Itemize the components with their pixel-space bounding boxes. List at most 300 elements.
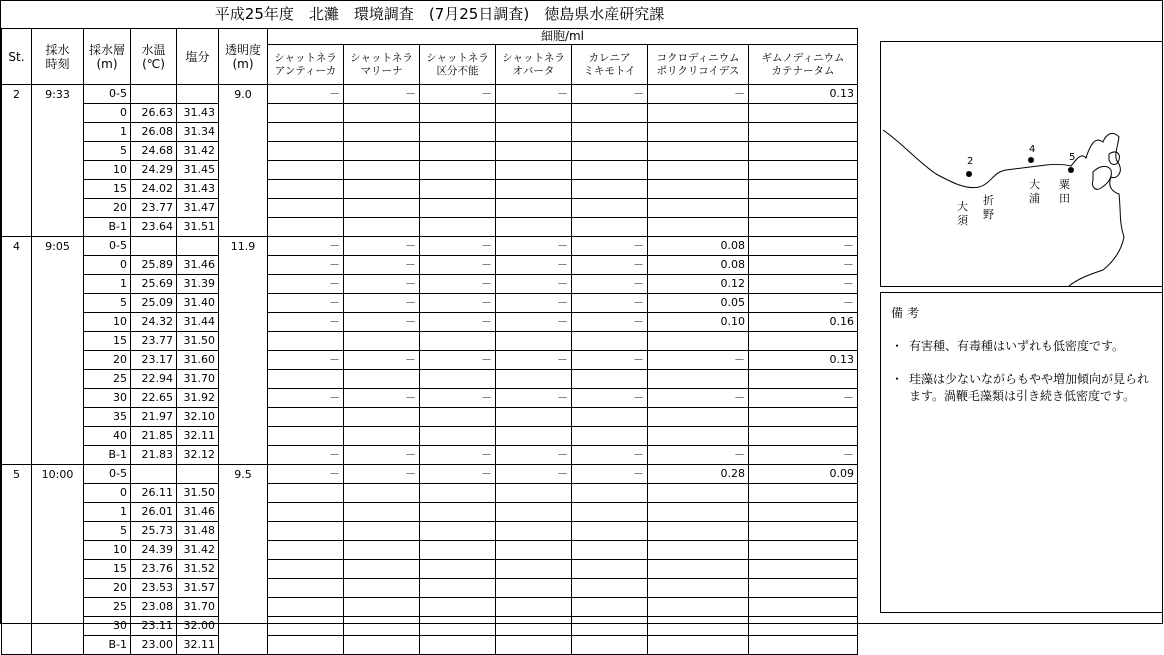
species-count-cell	[749, 408, 858, 427]
species-count-cell	[749, 218, 858, 237]
sampling-time: 9:33	[32, 85, 84, 237]
species-count-cell	[496, 617, 572, 636]
table-row	[2, 256, 858, 275]
table-row	[2, 370, 858, 389]
depth-cell: B-1	[84, 446, 131, 465]
header-species-3: シャットネラ オバータ	[496, 45, 572, 85]
species-count-cell	[572, 427, 648, 446]
species-count-cell	[420, 617, 496, 636]
salinity-cell: 32.00	[177, 617, 219, 636]
temperature-cell: 23.64	[131, 218, 177, 237]
salinity-cell	[177, 465, 219, 484]
salinity-cell: 31.70	[177, 598, 219, 617]
species-count-cell	[344, 617, 420, 636]
species-count-cell	[572, 161, 648, 180]
remarks-heading: 備考	[891, 306, 924, 320]
species-count-cell	[344, 541, 420, 560]
species-count-cell: －	[749, 256, 858, 275]
species-count-cell	[648, 370, 749, 389]
species-count-cell	[344, 218, 420, 237]
species-count-cell: －	[344, 85, 420, 104]
temperature-cell	[131, 237, 177, 256]
remark-text: 珪藻は少ないながらもやや増加傾向が見られます。渦鞭毛藻類は引き続き低密度です。	[909, 372, 1150, 403]
species-count-cell: －	[344, 256, 420, 275]
temperature-cell: 21.97	[131, 408, 177, 427]
temperature-cell: 23.76	[131, 560, 177, 579]
header-temperature: 水温 (℃)	[131, 29, 177, 85]
table-row	[2, 636, 858, 655]
temperature-cell: 24.68	[131, 142, 177, 161]
table-row	[2, 427, 858, 446]
species-count-cell: －	[420, 294, 496, 313]
depth-cell: 30	[84, 389, 131, 408]
species-count-cell	[420, 560, 496, 579]
species-count-cell: －	[648, 446, 749, 465]
species-count-cell	[648, 560, 749, 579]
temperature-cell: 25.89	[131, 256, 177, 275]
species-count-cell	[572, 522, 648, 541]
salinity-cell: 31.46	[177, 256, 219, 275]
salinity-cell: 31.52	[177, 560, 219, 579]
depth-cell: 40	[84, 427, 131, 446]
table-row	[2, 446, 858, 465]
depth-cell: 35	[84, 408, 131, 427]
species-count-cell: 0.16	[749, 313, 858, 332]
species-count-cell	[749, 598, 858, 617]
species-count-cell: －	[496, 294, 572, 313]
temperature-cell: 23.77	[131, 332, 177, 351]
species-count-cell	[268, 123, 344, 142]
species-count-cell	[749, 427, 858, 446]
species-count-cell: －	[572, 351, 648, 370]
transparency-cell: 9.0	[219, 85, 268, 237]
species-count-cell	[268, 484, 344, 503]
species-count-cell	[420, 598, 496, 617]
header-species-2: シャットネラ 区分不能	[420, 45, 496, 85]
species-count-cell	[572, 408, 648, 427]
temperature-cell: 24.39	[131, 541, 177, 560]
species-count-cell	[420, 484, 496, 503]
species-count-cell: －	[749, 294, 858, 313]
species-count-cell	[648, 522, 749, 541]
species-count-cell	[648, 503, 749, 522]
coastline	[883, 130, 1124, 286]
species-count-cell	[496, 180, 572, 199]
species-count-cell	[420, 218, 496, 237]
species-count-cell	[268, 617, 344, 636]
station-map	[880, 41, 1163, 287]
species-count-cell: －	[344, 237, 420, 256]
temperature-cell: 24.02	[131, 180, 177, 199]
header-species-6: ギムノディニウム カテナータム	[749, 45, 858, 85]
species-count-cell: －	[496, 237, 572, 256]
species-count-cell	[420, 332, 496, 351]
species-count-cell: －	[268, 256, 344, 275]
species-count-cell: －	[572, 446, 648, 465]
survey-table	[1, 28, 858, 655]
depth-cell: B-1	[84, 636, 131, 655]
depth-cell: 20	[84, 579, 131, 598]
depth-cell: 5	[84, 522, 131, 541]
species-count-cell: －	[749, 237, 858, 256]
species-count-cell	[268, 104, 344, 123]
table-row	[2, 579, 858, 598]
sampling-time: 9:05	[32, 237, 84, 465]
species-count-cell	[572, 123, 648, 142]
salinity-cell: 31.43	[177, 180, 219, 199]
station-marker	[1068, 167, 1074, 173]
species-count-cell: －	[268, 389, 344, 408]
sampling-time: 10:00	[32, 465, 84, 655]
species-count-cell	[749, 636, 858, 655]
species-count-cell	[344, 199, 420, 218]
salinity-cell: 31.45	[177, 161, 219, 180]
species-count-cell: －	[648, 85, 749, 104]
species-count-cell	[344, 579, 420, 598]
salinity-cell: 32.11	[177, 427, 219, 446]
table-row	[2, 332, 858, 351]
species-count-cell: －	[344, 446, 420, 465]
species-count-cell	[268, 370, 344, 389]
species-count-cell: －	[420, 275, 496, 294]
temperature-cell: 21.83	[131, 446, 177, 465]
species-count-cell	[648, 636, 749, 655]
depth-cell: 30	[84, 617, 131, 636]
species-count-cell	[268, 522, 344, 541]
species-count-cell: －	[268, 275, 344, 294]
table-row	[2, 541, 858, 560]
depth-cell: B-1	[84, 218, 131, 237]
species-count-cell: －	[496, 389, 572, 408]
species-count-cell	[420, 636, 496, 655]
table-row	[2, 389, 858, 408]
species-count-cell: －	[344, 351, 420, 370]
species-count-cell	[648, 218, 749, 237]
station-number: 5	[2, 465, 32, 655]
depth-cell: 5	[84, 142, 131, 161]
species-count-cell	[344, 636, 420, 655]
temperature-cell: 26.63	[131, 104, 177, 123]
species-count-cell: －	[572, 256, 648, 275]
header-transparency: 透明度 (m)	[219, 29, 268, 85]
species-count-cell	[648, 579, 749, 598]
place-label: 折野	[983, 194, 994, 221]
table-row	[2, 180, 858, 199]
depth-cell: 0	[84, 256, 131, 275]
species-count-cell	[420, 104, 496, 123]
species-count-cell	[648, 199, 749, 218]
header-cells: 細胞/ml	[268, 29, 858, 45]
species-count-cell: －	[268, 351, 344, 370]
species-count-cell	[344, 104, 420, 123]
species-count-cell	[420, 522, 496, 541]
salinity-cell: 31.92	[177, 389, 219, 408]
depth-cell: 0-5	[84, 85, 131, 104]
species-count-cell: 0.08	[648, 256, 749, 275]
species-count-cell: －	[420, 237, 496, 256]
species-count-cell: －	[572, 465, 648, 484]
species-count-cell	[572, 332, 648, 351]
remarks-panel	[880, 292, 1163, 613]
species-count-cell	[648, 123, 749, 142]
temperature-cell: 26.08	[131, 123, 177, 142]
species-count-cell	[268, 199, 344, 218]
species-count-cell	[572, 104, 648, 123]
species-count-cell	[268, 598, 344, 617]
remark-text: 有害種、有毒種はいずれも低密度です。	[909, 339, 1125, 353]
species-count-cell	[420, 503, 496, 522]
species-count-cell	[496, 104, 572, 123]
temperature-cell: 23.11	[131, 617, 177, 636]
temperature-cell: 23.53	[131, 579, 177, 598]
depth-cell: 0	[84, 104, 131, 123]
species-count-cell	[496, 541, 572, 560]
species-count-cell	[344, 598, 420, 617]
depth-cell: 10	[84, 313, 131, 332]
species-count-cell	[268, 332, 344, 351]
species-count-cell	[648, 332, 749, 351]
species-count-cell: －	[344, 389, 420, 408]
table-row	[2, 123, 858, 142]
salinity-cell: 31.70	[177, 370, 219, 389]
temperature-cell: 26.01	[131, 503, 177, 522]
species-count-cell	[496, 408, 572, 427]
species-count-cell	[344, 522, 420, 541]
station-marker	[1028, 157, 1034, 163]
species-count-cell: 0.13	[749, 85, 858, 104]
species-count-cell	[496, 123, 572, 142]
species-count-cell: －	[420, 256, 496, 275]
species-count-cell	[268, 180, 344, 199]
species-count-cell	[420, 142, 496, 161]
species-count-cell: －	[572, 275, 648, 294]
species-count-cell: －	[268, 237, 344, 256]
species-count-cell	[749, 332, 858, 351]
species-count-cell	[344, 427, 420, 446]
salinity-cell: 31.57	[177, 579, 219, 598]
species-count-cell	[420, 408, 496, 427]
species-count-cell: －	[420, 465, 496, 484]
table-row	[2, 275, 858, 294]
bullet-icon: ・	[891, 372, 904, 386]
table-row	[2, 484, 858, 503]
table-row	[2, 408, 858, 427]
species-count-cell	[749, 199, 858, 218]
species-count-cell	[496, 598, 572, 617]
depth-cell: 25	[84, 370, 131, 389]
header-species-5: コクロディニウム ポリクリコイデス	[648, 45, 749, 85]
species-count-cell	[648, 408, 749, 427]
species-count-cell	[648, 104, 749, 123]
station-number: 4	[2, 237, 32, 465]
station-marker-label: 5	[1069, 152, 1076, 163]
salinity-cell	[177, 85, 219, 104]
species-count-cell	[648, 541, 749, 560]
species-count-cell	[749, 104, 858, 123]
temperature-cell: 23.17	[131, 351, 177, 370]
table-row	[2, 237, 858, 256]
species-count-cell	[344, 332, 420, 351]
table-row	[2, 104, 858, 123]
header-station: St.	[2, 29, 32, 85]
depth-cell: 20	[84, 351, 131, 370]
salinity-cell: 32.12	[177, 446, 219, 465]
table-row	[2, 351, 858, 370]
table-row	[2, 503, 858, 522]
salinity-cell: 31.48	[177, 522, 219, 541]
depth-cell: 10	[84, 541, 131, 560]
species-count-cell	[420, 541, 496, 560]
species-count-cell: －	[420, 351, 496, 370]
species-count-cell: 0.08	[648, 237, 749, 256]
species-count-cell	[344, 560, 420, 579]
species-count-cell	[496, 579, 572, 598]
species-count-cell	[749, 541, 858, 560]
species-count-cell: 0.10	[648, 313, 749, 332]
transparency-cell: 9.5	[219, 465, 268, 655]
species-count-cell: 0.05	[648, 294, 749, 313]
species-count-cell	[344, 408, 420, 427]
species-count-cell	[496, 522, 572, 541]
species-count-cell: －	[749, 446, 858, 465]
transparency-cell: 11.9	[219, 237, 268, 465]
species-count-cell	[572, 617, 648, 636]
species-count-cell	[648, 427, 749, 446]
species-count-cell	[496, 427, 572, 446]
place-label: 大浦	[1029, 178, 1040, 205]
species-count-cell: －	[572, 85, 648, 104]
depth-cell: 15	[84, 332, 131, 351]
species-count-cell: 0.12	[648, 275, 749, 294]
table-row	[2, 85, 858, 104]
salinity-cell	[177, 237, 219, 256]
species-count-cell: －	[420, 313, 496, 332]
species-count-cell: －	[648, 351, 749, 370]
species-count-cell: －	[496, 256, 572, 275]
table-row	[2, 465, 858, 484]
species-count-cell: －	[496, 275, 572, 294]
species-count-cell	[572, 142, 648, 161]
species-count-cell	[344, 370, 420, 389]
species-count-cell	[496, 636, 572, 655]
species-count-cell	[749, 484, 858, 503]
depth-cell: 0-5	[84, 465, 131, 484]
species-count-cell	[420, 180, 496, 199]
header-salinity: 塩分	[177, 29, 219, 85]
table-row	[2, 294, 858, 313]
remark-note	[891, 371, 1152, 405]
remark-note	[891, 338, 1152, 355]
species-count-cell: －	[496, 313, 572, 332]
table-row	[2, 313, 858, 332]
salinity-cell: 31.50	[177, 484, 219, 503]
species-count-cell	[268, 636, 344, 655]
species-count-cell: －	[496, 465, 572, 484]
species-count-cell: －	[420, 85, 496, 104]
header-species-0: シャットネラ アンティーカ	[268, 45, 344, 85]
place-label: 大須	[957, 200, 968, 227]
temperature-cell: 22.65	[131, 389, 177, 408]
species-count-cell	[749, 142, 858, 161]
species-count-cell	[268, 560, 344, 579]
temperature-cell: 21.85	[131, 427, 177, 446]
table-row	[2, 522, 858, 541]
species-count-cell: －	[344, 313, 420, 332]
species-count-cell	[572, 541, 648, 560]
species-count-cell	[420, 161, 496, 180]
species-count-cell: －	[749, 389, 858, 408]
species-count-cell	[648, 598, 749, 617]
species-count-cell	[496, 560, 572, 579]
island-outline	[1109, 152, 1119, 165]
species-count-cell	[648, 617, 749, 636]
table-row	[2, 598, 858, 617]
species-count-cell	[344, 123, 420, 142]
temperature-cell: 26.11	[131, 484, 177, 503]
species-count-cell: －	[420, 389, 496, 408]
station-marker-label: 2	[967, 156, 974, 167]
table-row	[2, 161, 858, 180]
salinity-cell: 31.47	[177, 199, 219, 218]
species-count-cell: 0.09	[749, 465, 858, 484]
depth-cell: 20	[84, 199, 131, 218]
header-species-4: カレニア ミキモトイ	[572, 45, 648, 85]
salinity-cell: 31.44	[177, 313, 219, 332]
page-title: 平成25年度 北灘 環境調査 (7月25日調査) 徳島県水産研究課	[214, 5, 665, 23]
species-count-cell	[344, 180, 420, 199]
species-count-cell	[572, 636, 648, 655]
temperature-cell	[131, 465, 177, 484]
species-count-cell	[496, 218, 572, 237]
species-count-cell: －	[268, 313, 344, 332]
temperature-cell: 24.29	[131, 161, 177, 180]
table-row	[2, 199, 858, 218]
salinity-cell: 31.39	[177, 275, 219, 294]
salinity-cell: 31.50	[177, 332, 219, 351]
species-count-cell	[420, 579, 496, 598]
species-count-cell: －	[344, 294, 420, 313]
depth-cell: 0-5	[84, 237, 131, 256]
temperature-cell: 25.69	[131, 275, 177, 294]
species-count-cell	[420, 427, 496, 446]
table-row	[2, 142, 858, 161]
species-count-cell	[344, 484, 420, 503]
species-count-cell: －	[420, 446, 496, 465]
species-count-cell: －	[572, 313, 648, 332]
species-count-cell	[344, 161, 420, 180]
species-count-cell: 0.28	[648, 465, 749, 484]
species-count-cell	[749, 579, 858, 598]
species-count-cell	[344, 142, 420, 161]
species-count-cell	[268, 408, 344, 427]
species-count-cell	[749, 123, 858, 142]
place-label: 粟田	[1059, 178, 1070, 205]
species-count-cell	[268, 541, 344, 560]
temperature-cell: 22.94	[131, 370, 177, 389]
temperature-cell: 23.77	[131, 199, 177, 218]
salinity-cell: 31.42	[177, 142, 219, 161]
depth-cell: 5	[84, 294, 131, 313]
species-count-cell	[648, 484, 749, 503]
temperature-cell: 25.73	[131, 522, 177, 541]
species-count-cell: －	[572, 237, 648, 256]
species-count-cell	[572, 560, 648, 579]
inner-coast	[1092, 166, 1111, 189]
station-marker-label: 4	[1029, 144, 1036, 155]
table-row	[2, 560, 858, 579]
station-marker	[966, 171, 972, 177]
table-row	[2, 617, 858, 636]
